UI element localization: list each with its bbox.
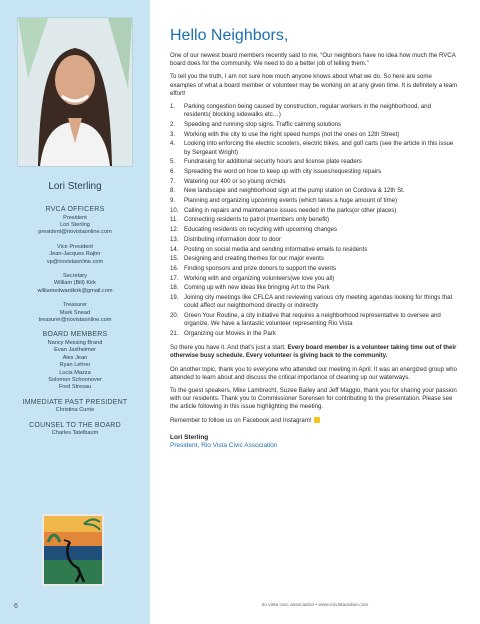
treasurer-name: Mark Snead [59,309,91,316]
officers-section [0,206,150,438]
list-item: 15. Designing and creating themes for our major events [170,255,324,263]
board-heading: BOARD MEMBERS [42,331,108,339]
board-member: Fred Stresau [58,384,92,391]
board-member: Evan Jaxtheimer [54,347,96,354]
list-item: 19. Joining city meetings like CFLCA and reviewing various city meeting agendas looking for things that could affect our neighborhood directly or indirectly [170,294,453,310]
list-item: 3. Working with the city to use the right speed humps (not the ones on 12th Street) [170,130,400,138]
board-member: Lucia Mazza [59,369,91,376]
board-member: Solomon Schoonover [48,376,102,383]
list-item: 16. Finding sponsors and prize donors to support the events [170,264,337,272]
letter [170,26,458,451]
list-item: 11. Connecting residents to patrol (members only benefit) [170,216,329,224]
intro-paragraph-2: To tell you the truth, I am not sure how much anyone knows about what we do. So here are some examples of what a board member or volunteer may be working on at any given time. It is definitely a team effort! [170,73,458,97]
sidebar [0,0,150,624]
treasurer-email[interactable]: treasurer@riovistaonline.com [38,316,112,323]
thanks-paragraph: On another topic, thank you to everyone who attended our meeting in April. It was an energized group who attended to learn about and discuss the critical importance of cleaning up our waterways. [170,365,457,381]
list-item: 4. Looking into enforcing the electric scooters, electric bikes, and golf carts (see the article in this issue by Sergeant Wright) [170,140,454,156]
board-member: Ryan Lehrer [59,362,91,369]
list-item: 20. Green Your Routine, a city initiative that requires a neighborhood representative to oversee and organize. We have a fantastic volunteer representing Rio Vista [170,311,441,328]
signature-title: President, Rio Vista Civic Association [170,442,278,450]
list-item: 10. Calling in repairs and maintenance issues needed in the parks(or other places) [170,206,397,214]
president-photo [17,17,133,167]
past-president-name: Christina Currie [55,407,95,414]
counsel-heading: COUNSEL TO THE BOARD [29,421,121,429]
page-number: 6 [14,603,18,610]
list-item: 17. Working with and organizing volunteers(we love you all) [170,274,335,282]
rvca-heron-logo [40,512,106,588]
list-item: 21. Organizing our Movies in the Park [170,329,276,337]
list-item: 7. Watering our 400 or so young orchids [170,177,286,185]
past-president-heading: IMMEDIATE PAST PRESIDENT [22,398,128,406]
closing-paragraph: So there you have it. And that’s just a start. Every board member is a volunteer taking time out of their otherwise busy schedule. Every volunteer is giving back to the community. [170,344,457,360]
list-item: 8. New landscape and neighborhood sign at the pump station on Cordova & 12th St. [170,187,405,195]
thumbs-up-icon [314,417,320,423]
task-list [170,103,458,338]
list-item: 2. Speeding and running stop signs. Traffic calming solutions [170,120,342,128]
list-item: 5. Fundraising for additional security hours and license plate readers [170,158,362,166]
president-email[interactable]: president@riovistaonline.com [38,229,112,236]
speakers-paragraph: To the guest speakers, Mike Lambrecht, Suzee Bailey and Jeff Maggio, thank you for sharing your passion with our residents. Thank you to Commissioner Sorensen for contributing to the presentation. Please see the article following in this issue highlighting the meeting. [170,386,457,411]
vp-title: Vice President [57,243,93,250]
follow-paragraph: Remember to follow us on Facebook and Instagram! [170,417,458,425]
officers-heading: RVCA OFFICERS [45,206,105,213]
vp-email[interactable]: vp@riovistaonline.com [46,258,104,265]
list-item: 18. Coming up with new ideas like bringing Art to the Park [170,284,330,292]
page-footer: rio vista civic association • www.riovistaonline.com [261,603,369,608]
board-member: Nancy Messing Brand [47,339,103,346]
sidebar-name: Lori Sterling [48,181,102,192]
president-title: President [63,214,87,221]
signature-name: Lori Sterling [170,433,209,441]
letter-title: Hello Neighbors, [170,27,289,44]
board-member: Alex Jean [62,354,88,361]
secretary-email[interactable]: williamedwardkirk@gmail.com [37,287,113,294]
vp-name: Jean-Jacques Rajter [49,251,101,258]
list-item: 13. Distributing information door to door [170,235,281,243]
treasurer-title: Treasurer [62,302,88,309]
list-item: 9. Planning and organizing upcoming events (which takes a huge amount of time) [170,197,398,205]
list-item: 14. Posting on social media and sending informative emails to residents [170,245,368,253]
secretary-title: Secretary [63,272,87,279]
secretary-name: William (Bill) Kirk [54,280,96,287]
list-item: 12. Educating residents on recycling with upcoming changes [170,226,338,234]
counsel-name: Charles Tatelbaum [51,430,99,437]
intro-paragraph-1: One of our newest board members recently said to me, “Our neighbors have no idea how much the RVCA board does for the community. We need to do a better job of telling them.” [170,52,456,68]
list-item: 1. Parking congestion being caused by construction, regular workers in the neighborhood, and residents( blocking sidewalks etc…) [170,103,431,119]
list-item: 6. Spreading the word on how to keep up with city issues/requesting repairs [170,167,382,175]
president-name: Lori Sterling [60,221,90,228]
